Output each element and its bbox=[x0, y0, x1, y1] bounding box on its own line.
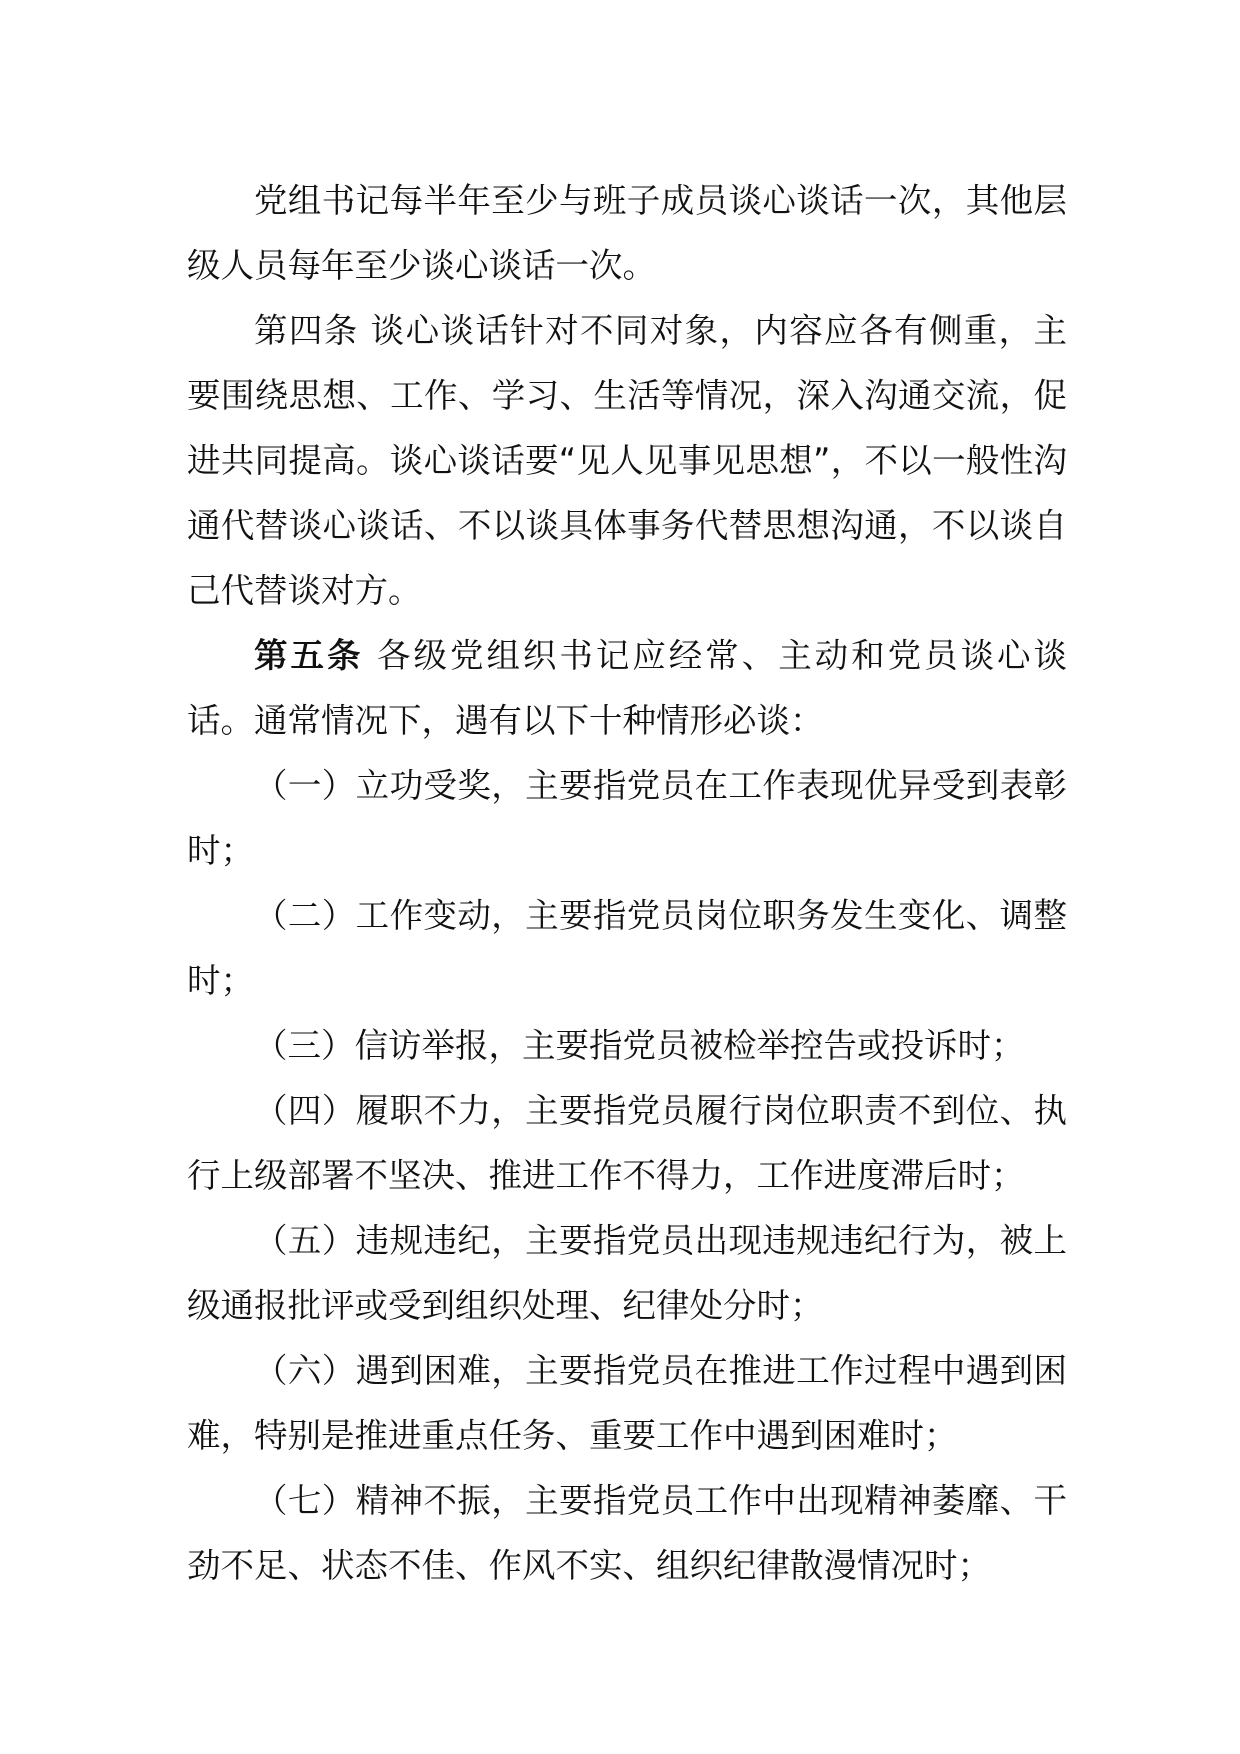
list-item-7-text: （七）精神不振，主要指党员工作中出现精神萎靡、干劲不足、状态不佳、作风不实、组织纪律散漫情况时； bbox=[187, 1481, 1067, 1585]
list-item-3-text: （三）信访举报，主要指党员被检举控告或投诉时； bbox=[254, 1026, 1025, 1065]
list-item-5-text: （五）违规违纪，主要指党员出现违规违纪行为，被上级通报批评或受到组织处理、纪律处分时； bbox=[187, 1221, 1067, 1325]
list-item-2 bbox=[187, 883, 1067, 1013]
list-item-1 bbox=[187, 753, 1067, 883]
list-item-4-text: （四）履职不力，主要指党员履行岗位职责不到位、执行上级部署不坚决、推进工作不得力，工作进度滞后时； bbox=[187, 1091, 1067, 1195]
list-item-6 bbox=[187, 1338, 1067, 1468]
list-item-4 bbox=[187, 1078, 1067, 1208]
article-five-heading: 第五条 bbox=[254, 636, 364, 675]
paragraph-1-text: 党组书记每半年至少与班子成员谈心谈话一次，其他层级人员每年至少谈心谈话一次。 bbox=[187, 181, 1067, 285]
list-item-3 bbox=[187, 1013, 1067, 1078]
paragraph-3-text: 各级党组织书记应经常、主动和党员谈心谈话。通常情况下，遇有以下十种情形必谈： bbox=[187, 636, 1068, 740]
paragraph-1 bbox=[187, 168, 1067, 298]
paragraph-2 bbox=[187, 298, 1067, 623]
paragraph-2-text: 第四条 谈心谈话针对不同对象，内容应各有侧重，主要围绕思想、工作、学习、生活等情况，深入沟通交流，促进共同提高。谈心谈话要“见人见事见思想”，不以一般性沟通代替谈心谈话、不以谈具体事务代替思想沟通，不以谈自己代替谈对方。 bbox=[187, 311, 1067, 610]
list-item-7 bbox=[187, 1468, 1067, 1598]
list-item-5 bbox=[187, 1208, 1067, 1338]
list-item-6-text: （六）遇到困难，主要指党员在推进工作过程中遇到困难，特别是推进重点任务、重要工作中遇到困难时； bbox=[187, 1351, 1067, 1455]
document-body bbox=[187, 168, 1067, 1598]
list-item-2-text: （二）工作变动，主要指党员岗位职务发生变化、调整时； bbox=[187, 896, 1067, 1000]
list-item-1-text: （一）立功受奖，主要指党员在工作表现优异受到表彰时； bbox=[187, 766, 1067, 870]
paragraph-3 bbox=[187, 623, 1067, 753]
